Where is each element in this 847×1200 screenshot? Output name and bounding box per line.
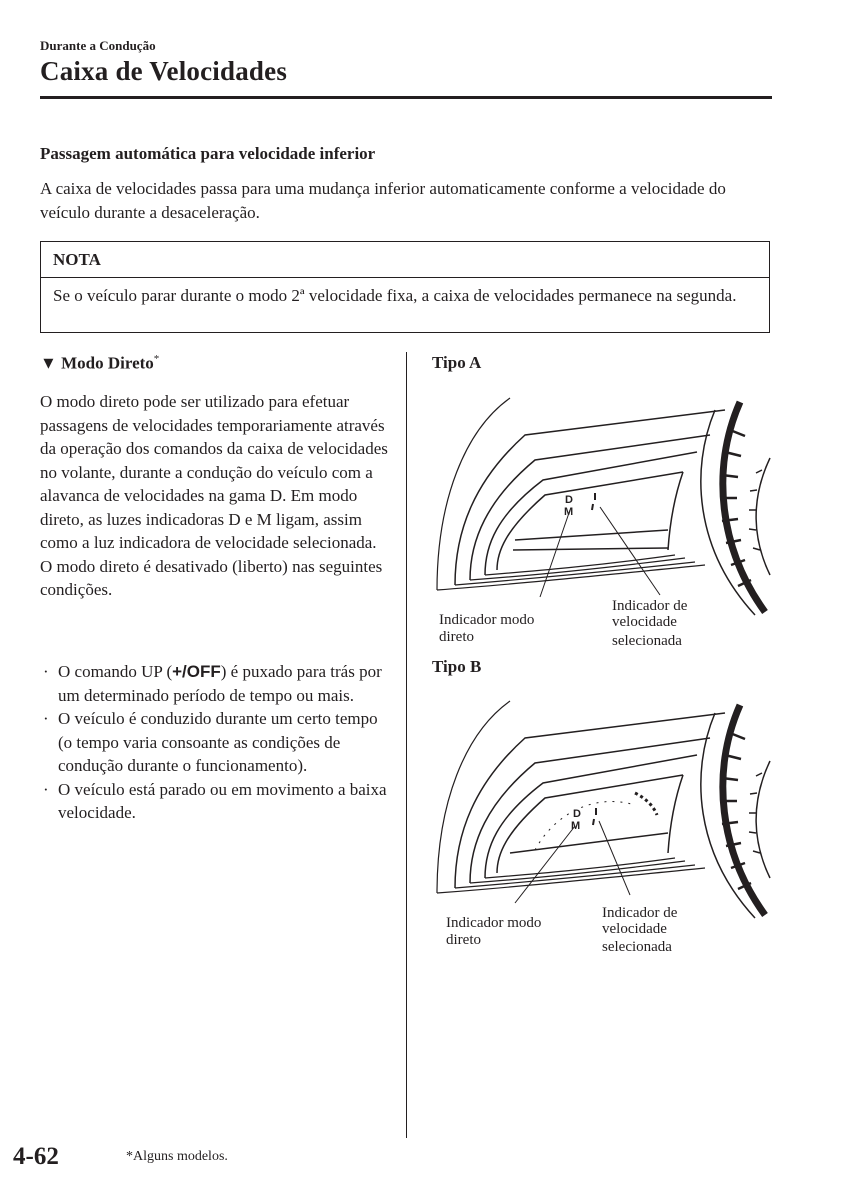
instrument-cluster-type-a <box>425 390 785 630</box>
page-title: Caixa de Velocidades <box>40 56 288 86</box>
column-divider <box>406 352 407 1138</box>
type-a-caption-left-1: Indicador modo <box>439 612 535 628</box>
footnote: *Alguns modelos. <box>126 1149 228 1164</box>
direct-mode-paragraph-1: O modo direto pode ser utilizado para efetuar passagens de velocidades temporariamente através da operação dos comandos da caixa de velocidades no volante, durante a condução do veículo com a alavanca de velocidades na gama D. Em modo direto, as luzes indicadoras D e M ligam, assim como a luz indicadora de velocidade selecionada. <box>40 392 388 552</box>
downshift-heading: Passagem automática para velocidade inferior <box>40 144 376 163</box>
bullet-2-text: O veículo é conduzido durante um certo tempo (o tempo varia consoante as condições de condução durante o funcionamento). <box>58 709 378 775</box>
list-item <box>40 707 390 778</box>
note-label: NOTA <box>41 242 769 278</box>
list-item <box>40 660 390 707</box>
type-b-caption-right-1: Indicador de <box>602 905 678 921</box>
type-a-caption-right-2: velocidade <box>612 614 677 630</box>
bullet-dot: · <box>43 662 49 681</box>
direct-mode-paragraph-2: O modo direto é desativado (liberto) nas seguintes condições. <box>40 556 383 599</box>
type-b-letter-d: D <box>573 808 581 820</box>
asterisk-mark: * <box>153 353 160 365</box>
type-b-caption-right-2: velocidade <box>602 921 667 933</box>
section-label: Durante a Condução <box>40 38 156 53</box>
type-a-label: Tipo A <box>432 353 482 372</box>
bullet-dot: · <box>43 709 49 728</box>
page-number: 4-62 <box>13 1143 59 1170</box>
note-box <box>40 241 770 333</box>
bullet-1-post: ) é puxado para trás por um determinado período de tempo ou mais. <box>58 662 382 705</box>
type-a-caption-right-1: Indicador de <box>612 598 688 614</box>
type-b-caption-right-3: selecionada <box>602 939 672 955</box>
bullet-3-text: O veículo está parado ou em movimento a baixa velocidade. <box>58 779 387 822</box>
instrument-cluster-type-b <box>425 693 785 933</box>
type-a-caption-left-2: direto <box>439 629 474 645</box>
deactivation-list <box>40 660 390 825</box>
title-rule <box>40 96 772 99</box>
note-text: Se o veículo parar durante o modo 2ª velocidade fixa, a caixa de velocidades permanece na segunda. <box>53 286 737 305</box>
bullet-1-pre: O comando UP ( <box>58 662 173 681</box>
type-b-caption-left-1: Indicador modo <box>446 915 542 931</box>
bullet-dot: · <box>43 779 49 799</box>
direct-mode-body <box>40 390 390 602</box>
triangle-marker-icon: ▼ <box>40 353 57 373</box>
up-switch-label: +/OFF <box>172 662 221 681</box>
type-a-caption-right-3: selecionada <box>612 633 682 649</box>
type-a-letter-d: D <box>565 494 573 506</box>
direct-mode-title: Modo Direto <box>61 353 154 373</box>
direct-mode-heading <box>40 353 159 374</box>
type-b-label: Tipo B <box>432 657 482 676</box>
type-b-letter-m: M <box>571 820 581 832</box>
list-item <box>40 778 390 825</box>
downshift-text: A caixa de velocidades passa para uma mudança inferior automaticamente conforme a velocidade do veículo durante a desaceleração. <box>40 179 726 222</box>
type-a-letter-m: M <box>564 506 574 518</box>
type-b-caption-left-2: direto <box>446 932 481 948</box>
